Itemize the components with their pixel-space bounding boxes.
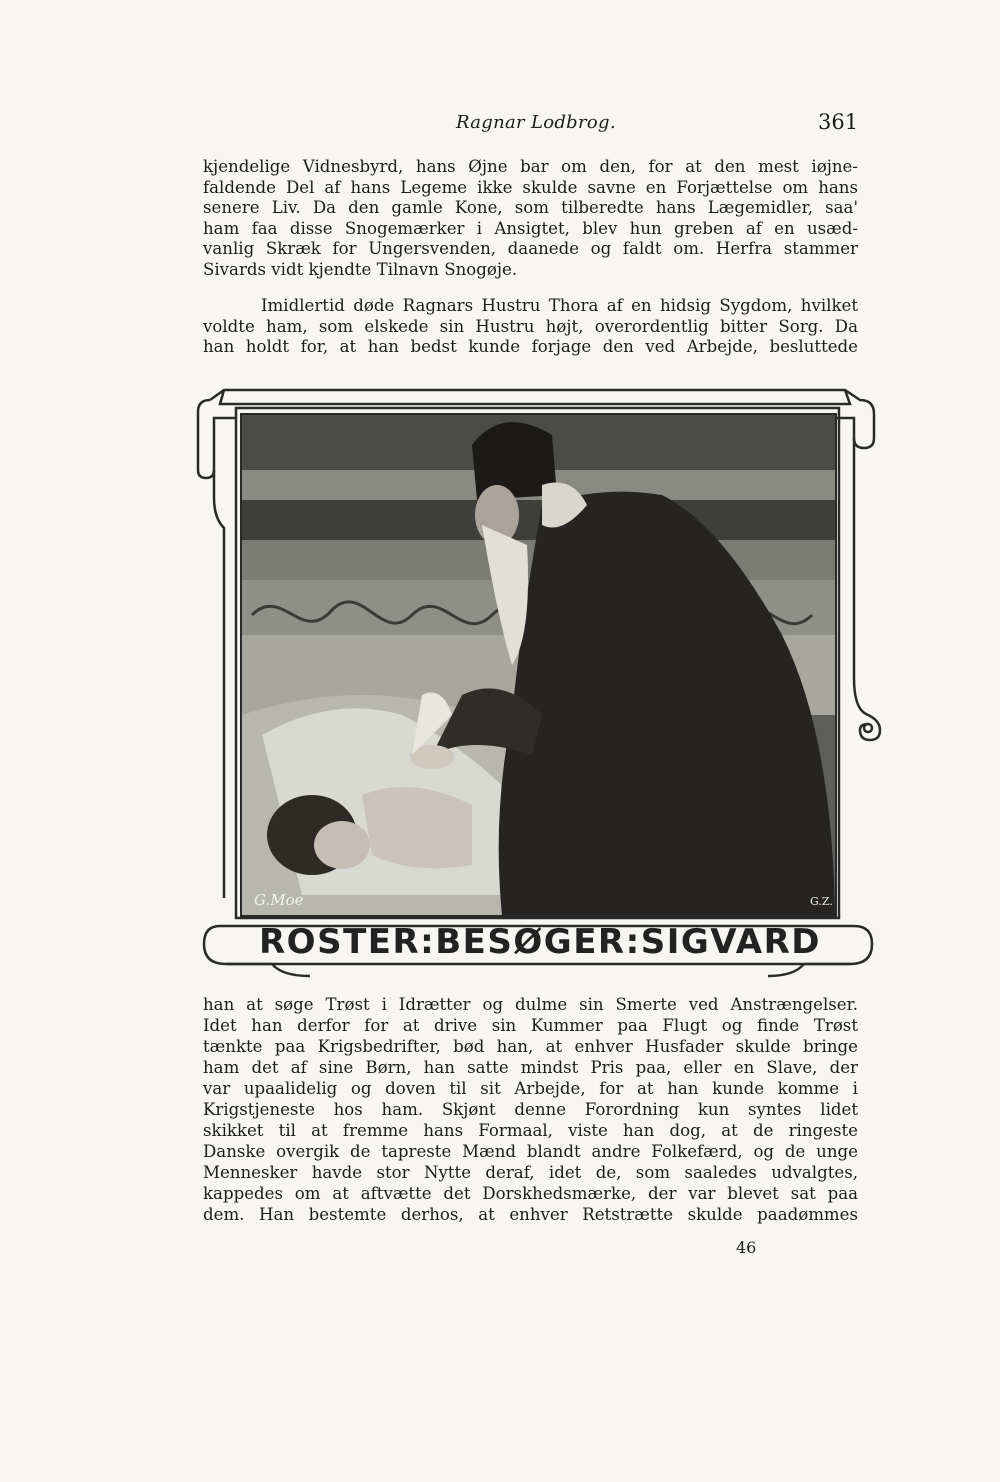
text-line: Sivards vidt kjendte Tilnavn Snogøje. [203, 259, 518, 279]
text-line: ham faa disse Snogemærker i Ansigtet, blev hun greben af en usæd- [203, 218, 858, 238]
text-line: vanlig Skræk for Ungersvenden, daanede og faldt om. Herfra stammer [203, 239, 858, 258]
text-line: var upaalidelig og doven til sit Arbejde, for at han kunde komme i [203, 1079, 858, 1098]
text-line: Idet han derfor for at drive sin Kummer paa Flugt og finde Trøst [203, 1016, 858, 1035]
text-line: han holdt for, at han bedst kunde forjage den ved Arbejde, besluttede [203, 337, 858, 356]
page-number: 361 [818, 110, 859, 134]
text-line: Danske overgik de tapreste Mænd blandt andre Folkefærd, og de unge [203, 1142, 858, 1161]
text-line: dem. Han bestemte derhos, at enhver Retstrætte skulde paadømmes [203, 1205, 858, 1224]
paragraph-1 [203, 157, 858, 280]
text-line: Mennesker havde stor Nytte deraf, idet de, som saaledes udvalgtes, [203, 1163, 858, 1182]
text-line: voldte ham, som elskede sin Hustru højt, overordentlig bitter Sorg. Da [203, 316, 858, 336]
illustration-caption: ROSTER:BESØGER:SIGVARD [259, 922, 821, 962]
text-line: Krigstjeneste hos ham. Skjønt denne Forordning kun syntes lidet [203, 1100, 858, 1119]
text-line: kappedes om at aftvætte det Dorskhedsmærke, der var blevet sat paa [203, 1184, 858, 1203]
paragraph-3 [203, 994, 858, 1225]
text-line: tænkte paa Krigsbedrifter, bød han, at enhver Husfader skulde bringe [203, 1037, 858, 1056]
text-line: faldende Del af hans Legeme ikke skulde savne en Forjættelse om hans [203, 177, 858, 197]
illustration-monogram: G.Z. [810, 895, 833, 908]
signature-mark: 46 [736, 1238, 757, 1257]
text-line: han at søge Trøst i Idrætter og dulme sin Smerte ved Anstrængelser. [203, 995, 858, 1014]
text-line: senere Liv. Da den gamle Kone, som tilberedte hans Lægemidler, saa' [203, 198, 858, 217]
illustration-signature: G.Moe [254, 891, 304, 909]
text-line: kjendelige Vidnesbyrd, hans Øjne bar om den, for at den mest iøjne- [203, 157, 858, 176]
text-line: skikket til at fremme hans Formaal, viste han dog, at de ringeste [203, 1121, 858, 1140]
text-line: Imidlertid døde Ragnars Hustru Thora af en hidsig Sygdom, hvilket [261, 296, 858, 315]
text-line: ham det af sine Børn, han satte mindst Pris paa, eller en Slave, der [203, 1058, 858, 1077]
running-header-title: Ragnar Lodbrog. [456, 112, 616, 133]
paragraph-2 [203, 296, 858, 358]
illustration-image [240, 413, 837, 917]
